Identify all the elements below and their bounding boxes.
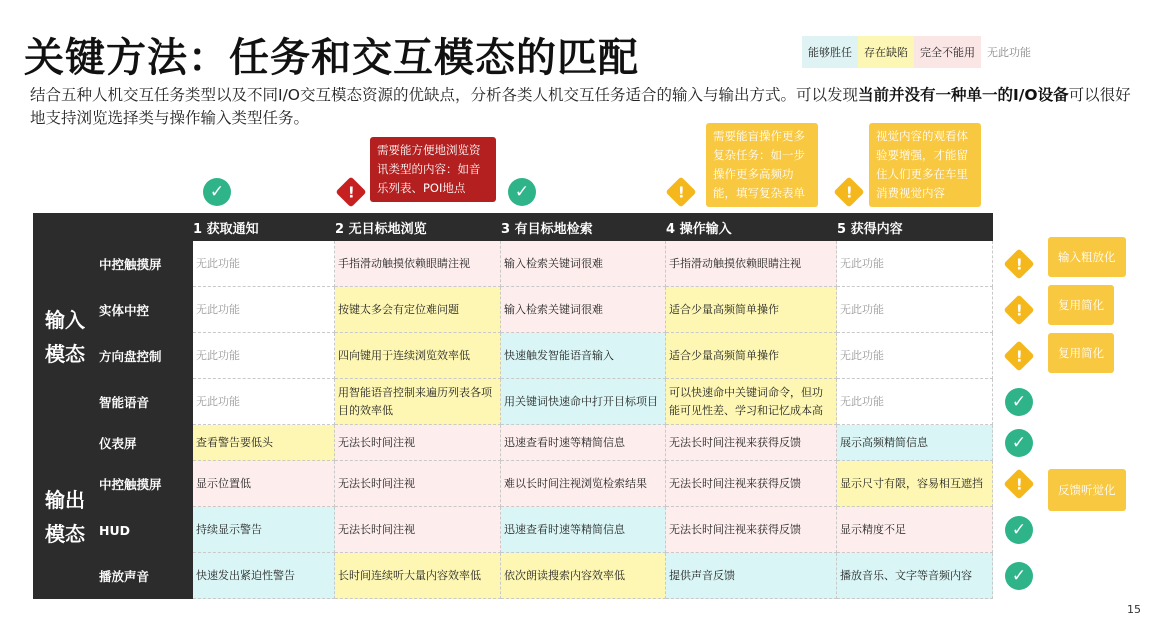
table-cell: 无法长时间注视 (335, 425, 501, 461)
col4-warning-icon: ! (670, 181, 692, 203)
table-cell: 依次朗读搜索内容效率低 (501, 553, 666, 599)
table-cell: 输入检索关键词很难 (501, 287, 666, 333)
col-header-4: 4 操作输入 (666, 222, 732, 237)
right-note-4: 反馈听觉化 (1048, 469, 1126, 511)
legend-no-function: 无此功能 (987, 46, 1031, 59)
table-cell: 持续显示警告 (193, 507, 335, 553)
col3-check-icon: ✓ (508, 178, 536, 206)
table-cell: 可以快速命中关键词命令，但功能可见性差、学习和记忆成本高 (666, 379, 837, 425)
table-cell: 无此功能 (837, 287, 993, 333)
table-cell: 无法长时间注视来获得反馈 (666, 425, 837, 461)
note-browse: 需要能方便地浏览资讯类型的内容：如音乐列表、POI地点 (370, 137, 496, 202)
row-label: 实体中控 (99, 303, 150, 318)
warning-icon: ! (1008, 345, 1030, 367)
group-output-label: 输出 模态 (45, 488, 85, 546)
check-icon: ✓ (1005, 388, 1033, 416)
row-label: 智能语音 (99, 395, 150, 410)
note-content: 视觉内容的观看体验要增强，才能留住人们更多在车里消费视觉内容 (869, 123, 981, 207)
warning-icon: ! (1008, 299, 1030, 321)
row-label: 中控触摸屏 (99, 257, 162, 272)
table-cell: 播放音乐、文字等音频内容 (837, 553, 993, 599)
table-cell: 展示高频精简信息 (837, 425, 993, 461)
table-cell: 无法长时间注视来获得反馈 (666, 461, 837, 507)
table-cell: 无此功能 (193, 379, 335, 425)
legend (802, 36, 1037, 68)
table-cell: 显示尺寸有限，容易相互遮挡 (837, 461, 993, 507)
right-note-3: 复用简化 (1048, 333, 1114, 373)
page-number: 15 (1127, 603, 1141, 616)
row-label: 播放声音 (99, 569, 150, 584)
subtitle: 结合五种人机交互任务类型以及不同I/O交互模态资源的优缺点，分析各类人机交互任务适合的输入与输出方式。可以发现当前并没有一种单一的I/O设备可以很好地支持浏览选择类与操作输入类型任务。 (30, 86, 1131, 127)
row-label: HUD (99, 522, 130, 538)
table-cell: 难以长时间注视浏览检索结果 (501, 461, 666, 507)
table-cell: 无此功能 (193, 333, 335, 379)
table-cell: 快速触发智能语音输入 (501, 333, 666, 379)
table-cell: 显示位置低 (193, 461, 335, 507)
table-cell: 无法长时间注视 (335, 461, 501, 507)
row-label: 仪表屏 (99, 436, 137, 451)
col5-warning-icon: ! (838, 181, 860, 203)
col-header-1: 1 获取通知 (193, 222, 259, 237)
table-cell: 提供声音反馈 (666, 553, 837, 599)
col-header-3: 3 有目标地检索 (501, 222, 593, 237)
table-cell: 无此功能 (837, 333, 993, 379)
table-cell: 长时间连续听大量内容效率低 (335, 553, 501, 599)
table-cell: 手指滑动触摸依赖眼睛注视 (666, 241, 837, 287)
table-cell: 查看警告要低头 (193, 425, 335, 461)
col1-check-icon: ✓ (203, 178, 231, 206)
warning-icon: ! (1008, 473, 1030, 495)
table-cell: 快速发出紧迫性警告 (193, 553, 335, 599)
table-cell: 适合少量高频简单操作 (666, 287, 837, 333)
table-cell: 用智能语音控制来遍历列表各项目的效率低 (335, 379, 501, 425)
note-operate: 需要能盲操作更多复杂任务：如一步操作更多高频功能，填写复杂表单 (706, 123, 818, 207)
task-modality-table (33, 213, 993, 599)
check-icon: ✓ (1005, 562, 1033, 590)
table-cell: 手指滑动触摸依赖眼睛注视 (335, 241, 501, 287)
legend-defective: 存在缺陷 (858, 36, 914, 68)
table-cell: 适合少量高频简单操作 (666, 333, 837, 379)
table-cell: 迅速查看时速等精简信息 (501, 507, 666, 553)
right-note-1: 输入粗放化 (1048, 237, 1126, 277)
table-cell: 四向键用于连续浏览效率低 (335, 333, 501, 379)
table-cell: 按键太多会有定位难问题 (335, 287, 501, 333)
table-cell: 显示精度不足 (837, 507, 993, 553)
table-cell: 输入检索关键词很难 (501, 241, 666, 287)
legend-unusable: 完全不能用 (914, 36, 981, 68)
check-icon: ✓ (1005, 429, 1033, 457)
table-cell: 用关键词快速命中打开目标项目 (501, 379, 666, 425)
table-cell: 无法长时间注视 (335, 507, 501, 553)
table-cell: 迅速查看时速等精简信息 (501, 425, 666, 461)
table-cell: 无此功能 (193, 287, 335, 333)
col-header-2: 2 无目标地浏览 (335, 222, 427, 237)
right-note-2: 复用简化 (1048, 285, 1114, 325)
table-cell: 无法长时间注视来获得反馈 (666, 507, 837, 553)
row-label: 中控触摸屏 (99, 477, 162, 492)
table-cell: 无此功能 (837, 379, 993, 425)
table-cell: 无此功能 (837, 241, 993, 287)
table-cell: 无此功能 (193, 241, 335, 287)
col-header-5: 5 获得内容 (837, 222, 903, 237)
warning-icon: ! (1008, 253, 1030, 275)
legend-capable: 能够胜任 (802, 36, 858, 68)
check-icon: ✓ (1005, 516, 1033, 544)
page-title: 关键方法：任务和交互模态的匹配 (24, 34, 639, 81)
row-label: 方向盘控制 (99, 349, 162, 364)
group-input-label: 输入 模态 (45, 308, 85, 366)
col2-warning-icon: ! (340, 181, 362, 203)
